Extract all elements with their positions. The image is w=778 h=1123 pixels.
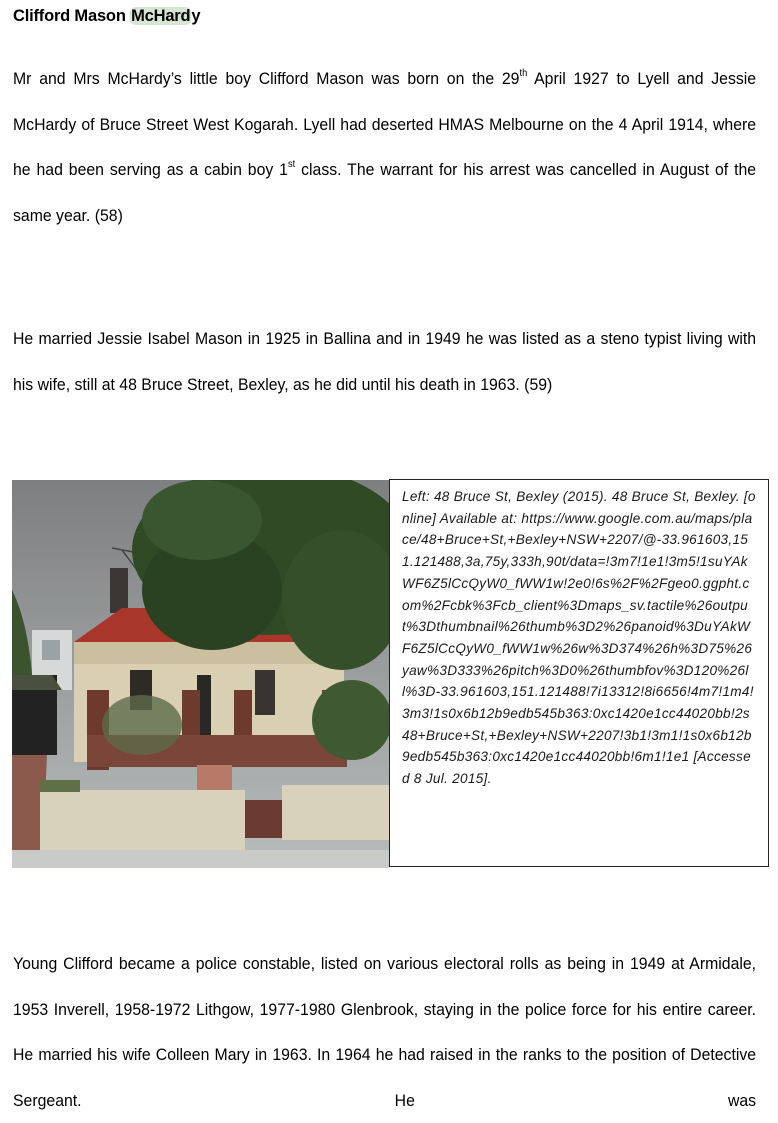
p1-text-2: April 1927 to Lyell and Jessie McHardy of Bruce Street West Kogarah. Lyell had deserted HMAS Melbourne on the 4 April 1914, where he had been serving as a cabin boy 1: [13, 69, 757, 179]
highlighted-text: McHard: [131, 7, 191, 25]
photo-caption: Left: 48 Bruce St, Bexley (2015). 48 Bruce St, Bexley. [online] Available at: https://www.google.com.au/maps/place/48+Bruce+St,+Bexley+NSW+2207/@-33.961603,151.121488,3a,75y,333h,90t/data=!3m7!1e1!3m5!1suYAkWF6Z5lCcQyW0_fWW1w!2e0!6s%2F%2Fgeo0.ggpht.com%2Fcbk%3Fcb_client%3Dmaps_sv.tactile%26output%3Dthumbnail%26thumb%3D2%26panoid%3DuYAkWF6Z5lCcQyW0_fWW1w%26w%3D374%26h%3D75%26yaw%3D333%26pitch%3D0%26thumbfov%3D120%26ll%3D-33.961603,151.121488!7i13312!8i6656!4m7!1m4!3m3!1s0x6b12b9edb545b363:0xc1420e1cc44020bb!2s48+Bruce+St,+Bexley+NSW+2207!3b1!3m1!1s0x6b12b9edb545b363:0xc1420e1cc44020bb!6m1!1e1 [Accessed 8 Jul. 2015].: [402, 488, 756, 787]
house-photo: [12, 480, 389, 868]
paragraph-police-career: Young Clifford became a police constable, listed on various electoral rolls as being in 1949 at Armidale, 1953 Inverell, 1958-1972 Lithgow, 1977-1980 Glenbrook, staying in the police force for his entire career. He married his wife Colleen Mary in 1963. In 1964 he had raised in the ranks to the position of Detective Sergeant. He was: [13, 954, 757, 1110]
photo-caption-box: [389, 479, 769, 867]
p1-text-1: Mr and Mrs McHardy’s little boy Clifford Mason was born on the 29: [13, 69, 520, 88]
paragraph-marriage: He married Jessie Isabel Mason in 1925 in Ballina and in 1949 he was listed as a steno typist living with his wife, still at 48 Bruce Street, Bexley, as he did until his death in 1963. (59): [13, 329, 757, 394]
title-suffix: y: [191, 7, 201, 25]
p1-text-3: class. The warrant for his arrest was cancelled in August of the same year. (58): [13, 160, 757, 225]
p1-superscript-st: st: [287, 159, 296, 170]
house-photo-illustration: [12, 480, 389, 868]
p1-superscript-th: th: [519, 68, 528, 79]
paragraph-birth: [13, 56, 756, 238]
page-title: [13, 7, 200, 26]
title-prefix: Clifford Mason: [13, 7, 131, 25]
